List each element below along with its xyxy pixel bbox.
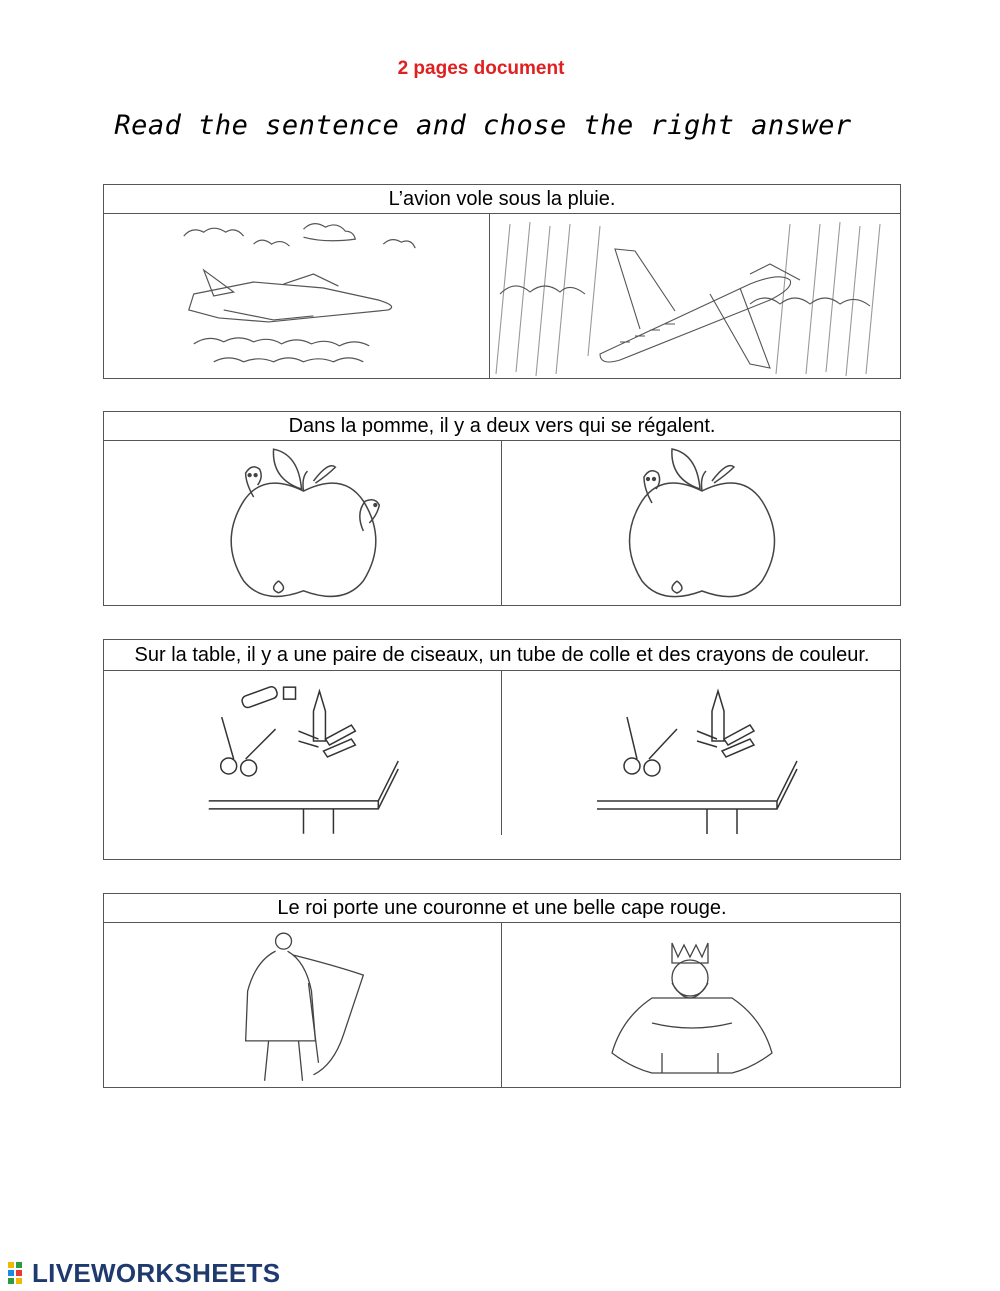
question-2-option-right[interactable] xyxy=(502,441,900,605)
table-scissors-crayons-image xyxy=(502,671,900,835)
question-1-sentence: L’avion vole sous la pluie. xyxy=(104,185,900,214)
logo-text: LIVEWORKSHEETS xyxy=(32,1257,281,1288)
logo-mark-icon xyxy=(8,1262,30,1284)
king-with-crown-and-cape-image xyxy=(502,923,900,1087)
question-3-option-right[interactable] xyxy=(502,671,900,835)
plane-above-clouds-image xyxy=(104,214,489,378)
liveworksheets-logo xyxy=(8,1259,280,1287)
king-with-cape-no-crown-image xyxy=(104,923,501,1087)
question-4-option-left[interactable] xyxy=(104,923,502,1087)
instruction-title: Read the sentence and chose the right answer xyxy=(114,110,852,141)
question-1-option-right[interactable] xyxy=(490,214,900,378)
question-4-option-right[interactable] xyxy=(502,923,900,1087)
plane-in-rain-image xyxy=(490,214,900,378)
apple-two-worms-image xyxy=(104,441,501,605)
question-1-option-left[interactable] xyxy=(104,214,490,378)
question-4-sentence: Le roi porte une couronne et une belle cape rouge. xyxy=(104,894,900,923)
apple-one-worm-image xyxy=(502,441,900,605)
table-scissors-glue-crayons-image xyxy=(104,671,501,835)
question-2-sentence: Dans la pomme, il y a deux vers qui se régalent. xyxy=(104,412,900,441)
question-2-option-left[interactable] xyxy=(104,441,502,605)
question-1 xyxy=(103,184,901,379)
question-2 xyxy=(103,411,901,606)
page-note: 2 pages document xyxy=(397,58,565,79)
question-3 xyxy=(103,639,901,860)
question-3-sentence: Sur la table, il y a une paire de ciseaux, un tube de colle et des crayons de couleur. xyxy=(104,640,900,671)
question-4 xyxy=(103,893,901,1088)
question-3-option-left[interactable] xyxy=(104,671,502,835)
